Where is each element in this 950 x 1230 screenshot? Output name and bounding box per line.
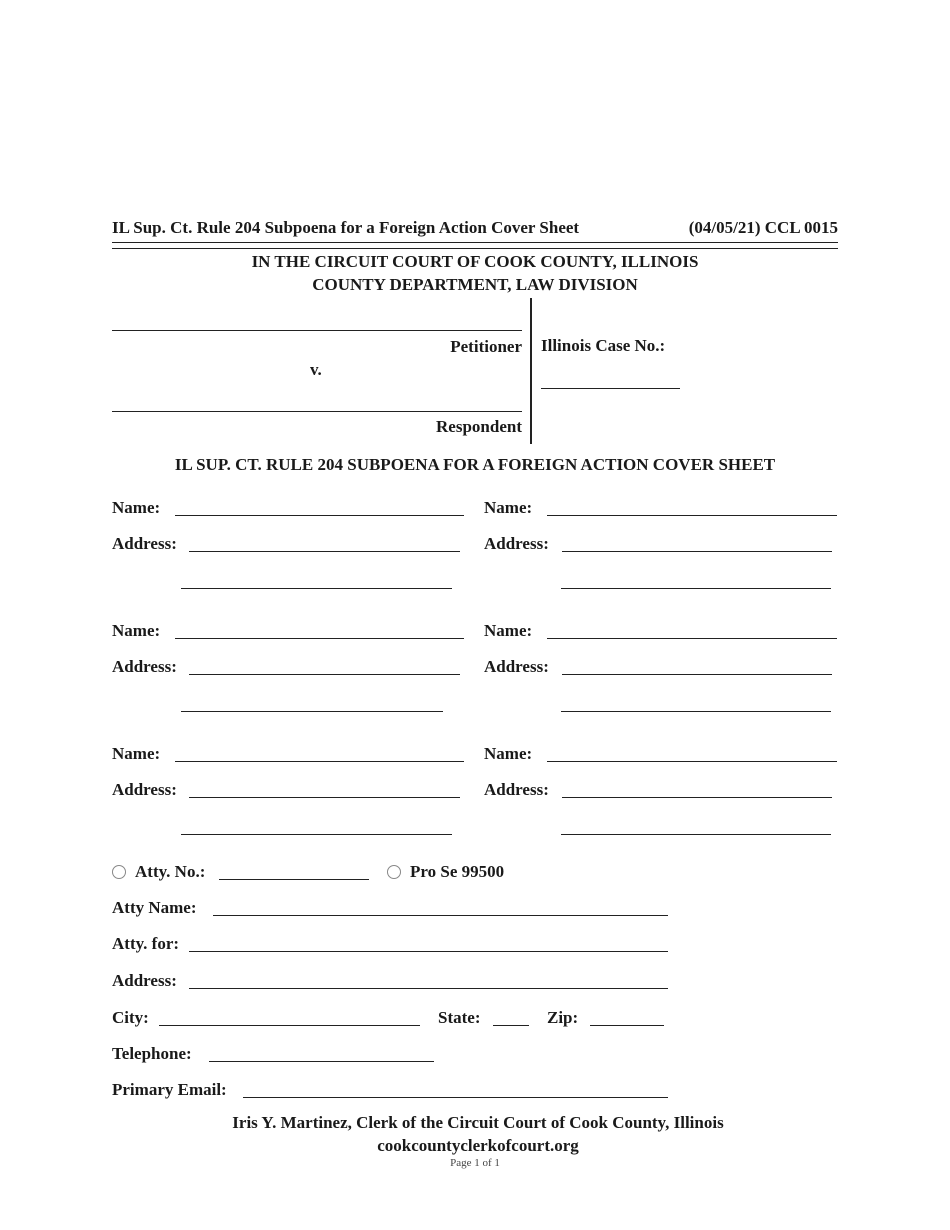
pro-se-label: Pro Se 99500 [410,862,505,881]
clerk-line: Iris Y. Martinez, Clerk of the Circuit Court of Cook County, Illinois [232,1113,724,1132]
telephone-label: Telephone: [112,1044,192,1063]
email-label: Primary Email: [112,1080,227,1099]
party-address-line2[interactable] [181,691,443,712]
address-label: Address: [112,657,177,676]
telephone-field[interactable] [209,1041,434,1062]
atty-name-field[interactable] [213,895,668,916]
pro-se-radio[interactable] [387,865,401,879]
party-address-line2[interactable] [561,691,831,712]
party-address-line2[interactable] [181,568,452,589]
header-double-rule [112,242,838,249]
party-name-field[interactable] [547,495,837,516]
atty-name-label: Atty Name: [112,898,197,917]
petitioner-label: Petitioner [450,337,522,356]
city-label: City: [112,1008,149,1027]
respondent-line[interactable] [112,411,522,412]
atty-for-label: Atty. for: [112,934,180,953]
form-title: IL Sup. Ct. Rule 204 Subpoena for a Foreign Action Cover Sheet [112,218,580,237]
party-address-field[interactable] [189,654,460,675]
party-name-field[interactable] [547,618,837,639]
address-label: Address: [484,657,549,676]
name-label: Name: [484,498,533,517]
party-address-line2[interactable] [561,814,831,835]
party-name-field[interactable] [175,741,464,762]
party-name-field[interactable] [547,741,837,762]
atty-address-field[interactable] [189,968,668,989]
atty-for-field[interactable] [189,931,668,952]
address-label: Address: [484,534,549,553]
form-code: (04/05/21) CCL 0015 [688,218,838,237]
page-number: Page 1 of 1 [450,1157,500,1169]
court-name: IN THE CIRCUIT COURT OF COOK COUNTY, ILLINOIS [251,252,699,271]
case-no-label: Illinois Case No.: [541,336,666,355]
name-label: Name: [484,744,533,763]
atty-no-radio[interactable] [112,865,126,879]
city-field[interactable] [159,1005,420,1026]
court-division: COUNTY DEPARTMENT, LAW DIVISION [312,275,638,294]
name-label: Name: [112,621,161,640]
address-label: Address: [112,534,177,553]
case-no-field[interactable] [541,388,680,389]
name-label: Name: [484,621,533,640]
document-title: IL SUP. CT. RULE 204 SUBPOENA FOR A FOREIGN ACTION COVER SHEET [174,455,776,474]
clerk-website: cookcountyclerkofcourt.org [377,1136,579,1155]
respondent-label: Respondent [436,417,522,436]
state-label: State: [438,1008,481,1027]
atty-address-label: Address: [112,971,177,990]
party-address-field[interactable] [562,654,832,675]
party-address-line2[interactable] [181,814,452,835]
party-address-field[interactable] [562,777,832,798]
party-name-field[interactable] [175,618,464,639]
party-name-field[interactable] [175,495,464,516]
party-address-field[interactable] [562,531,832,552]
atty-no-label: Atty. No.: [135,862,206,881]
atty-no-field[interactable] [219,859,369,880]
zip-field[interactable] [590,1005,664,1026]
state-field[interactable] [493,1005,529,1026]
party-address-line2[interactable] [561,568,831,589]
name-label: Name: [112,744,161,763]
party-address-field[interactable] [189,531,460,552]
name-label: Name: [112,498,161,517]
address-label: Address: [484,780,549,799]
caption-divider [530,298,532,444]
versus-label: v. [310,360,322,379]
email-field[interactable] [243,1077,668,1098]
petitioner-line[interactable] [112,330,522,331]
address-label: Address: [112,780,177,799]
zip-label: Zip: [547,1008,579,1027]
party-address-field[interactable] [189,777,460,798]
